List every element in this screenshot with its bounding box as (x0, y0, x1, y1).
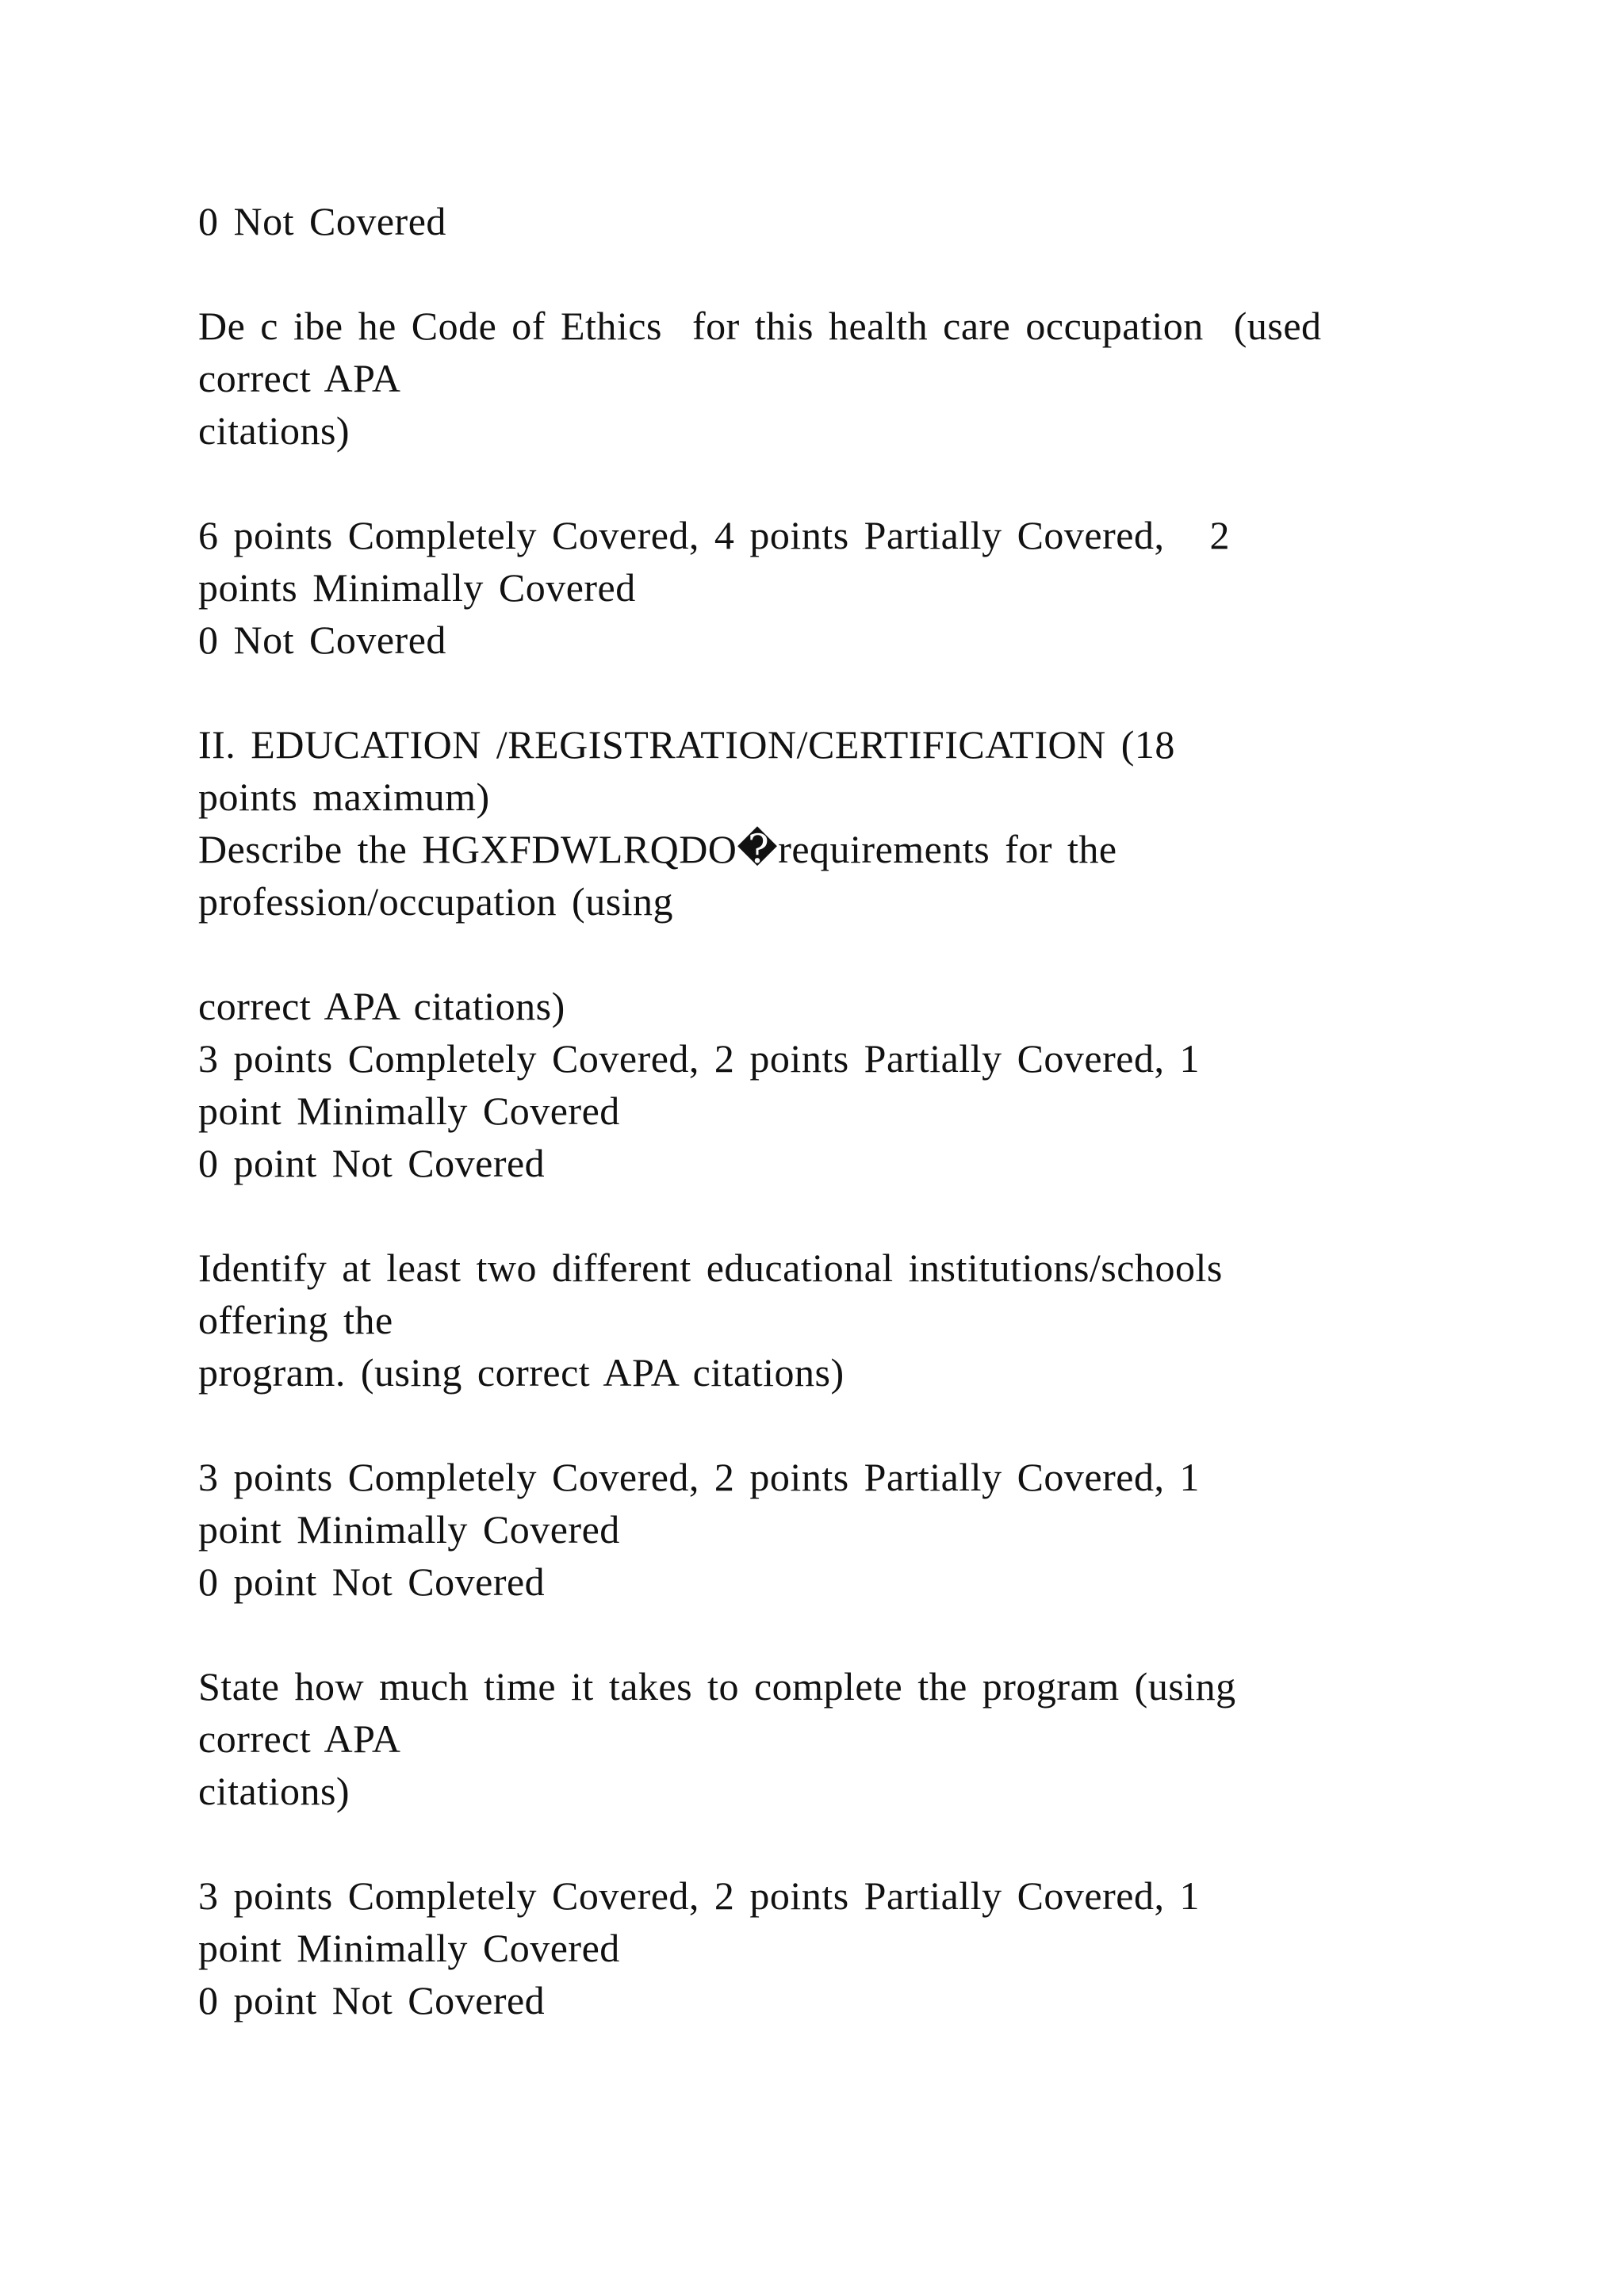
text-line: 0 Not Covered (198, 199, 446, 243)
text-line: program. (using correct APA citations) (198, 1350, 845, 1395)
text-line: correct APA (198, 1716, 401, 1761)
section-heading: II. EDUCATION /REGISTRATION/CERTIFICATION (18 (198, 722, 1175, 767)
text-line: 3 points Completely Covered, 2 points Partially Covered, 1 (198, 1873, 1200, 1918)
text-line: point Minimally Covered (198, 1507, 620, 1552)
text-line: citations) (198, 1769, 350, 1813)
text-line: Identify at least two different educational institutions/schools (198, 1246, 1223, 1290)
text-line: profession/occupation (using (198, 879, 674, 924)
text-line: State how much time it takes to complete the program (using (198, 1664, 1236, 1709)
section-heading: points maximum) (198, 775, 490, 819)
text-line: points Minimally Covered (198, 565, 636, 610)
text-line: 0 point Not Covered (198, 1978, 546, 2022)
text-line: point Minimally Covered (198, 1089, 620, 1133)
text-line: 6 points Completely Covered, 4 points Partially Covered, 2 (198, 513, 1230, 557)
text-line: 0 point Not Covered (198, 1559, 546, 1604)
text-line: offering the (198, 1298, 393, 1342)
text-line: 3 points Completely Covered, 2 points Partially Covered, 1 (198, 1036, 1200, 1081)
text-line: 0 point Not Covered (198, 1141, 546, 1185)
text-line: correct APA citations) (198, 984, 565, 1028)
text-line: De c ibe he Code of Ethics for this health care occupation (used (198, 304, 1322, 348)
text-line: 3 points Completely Covered, 2 points Partially Covered, 1 (198, 1455, 1200, 1499)
text-line: citations) (198, 408, 350, 453)
text-line: Describe the HGXFDWLRQDO�requirements for the (198, 827, 1117, 871)
text-line: point Minimally Covered (198, 1926, 620, 1970)
text-line: 0 Not Covered (198, 618, 446, 662)
text-line: correct APA (198, 356, 401, 400)
